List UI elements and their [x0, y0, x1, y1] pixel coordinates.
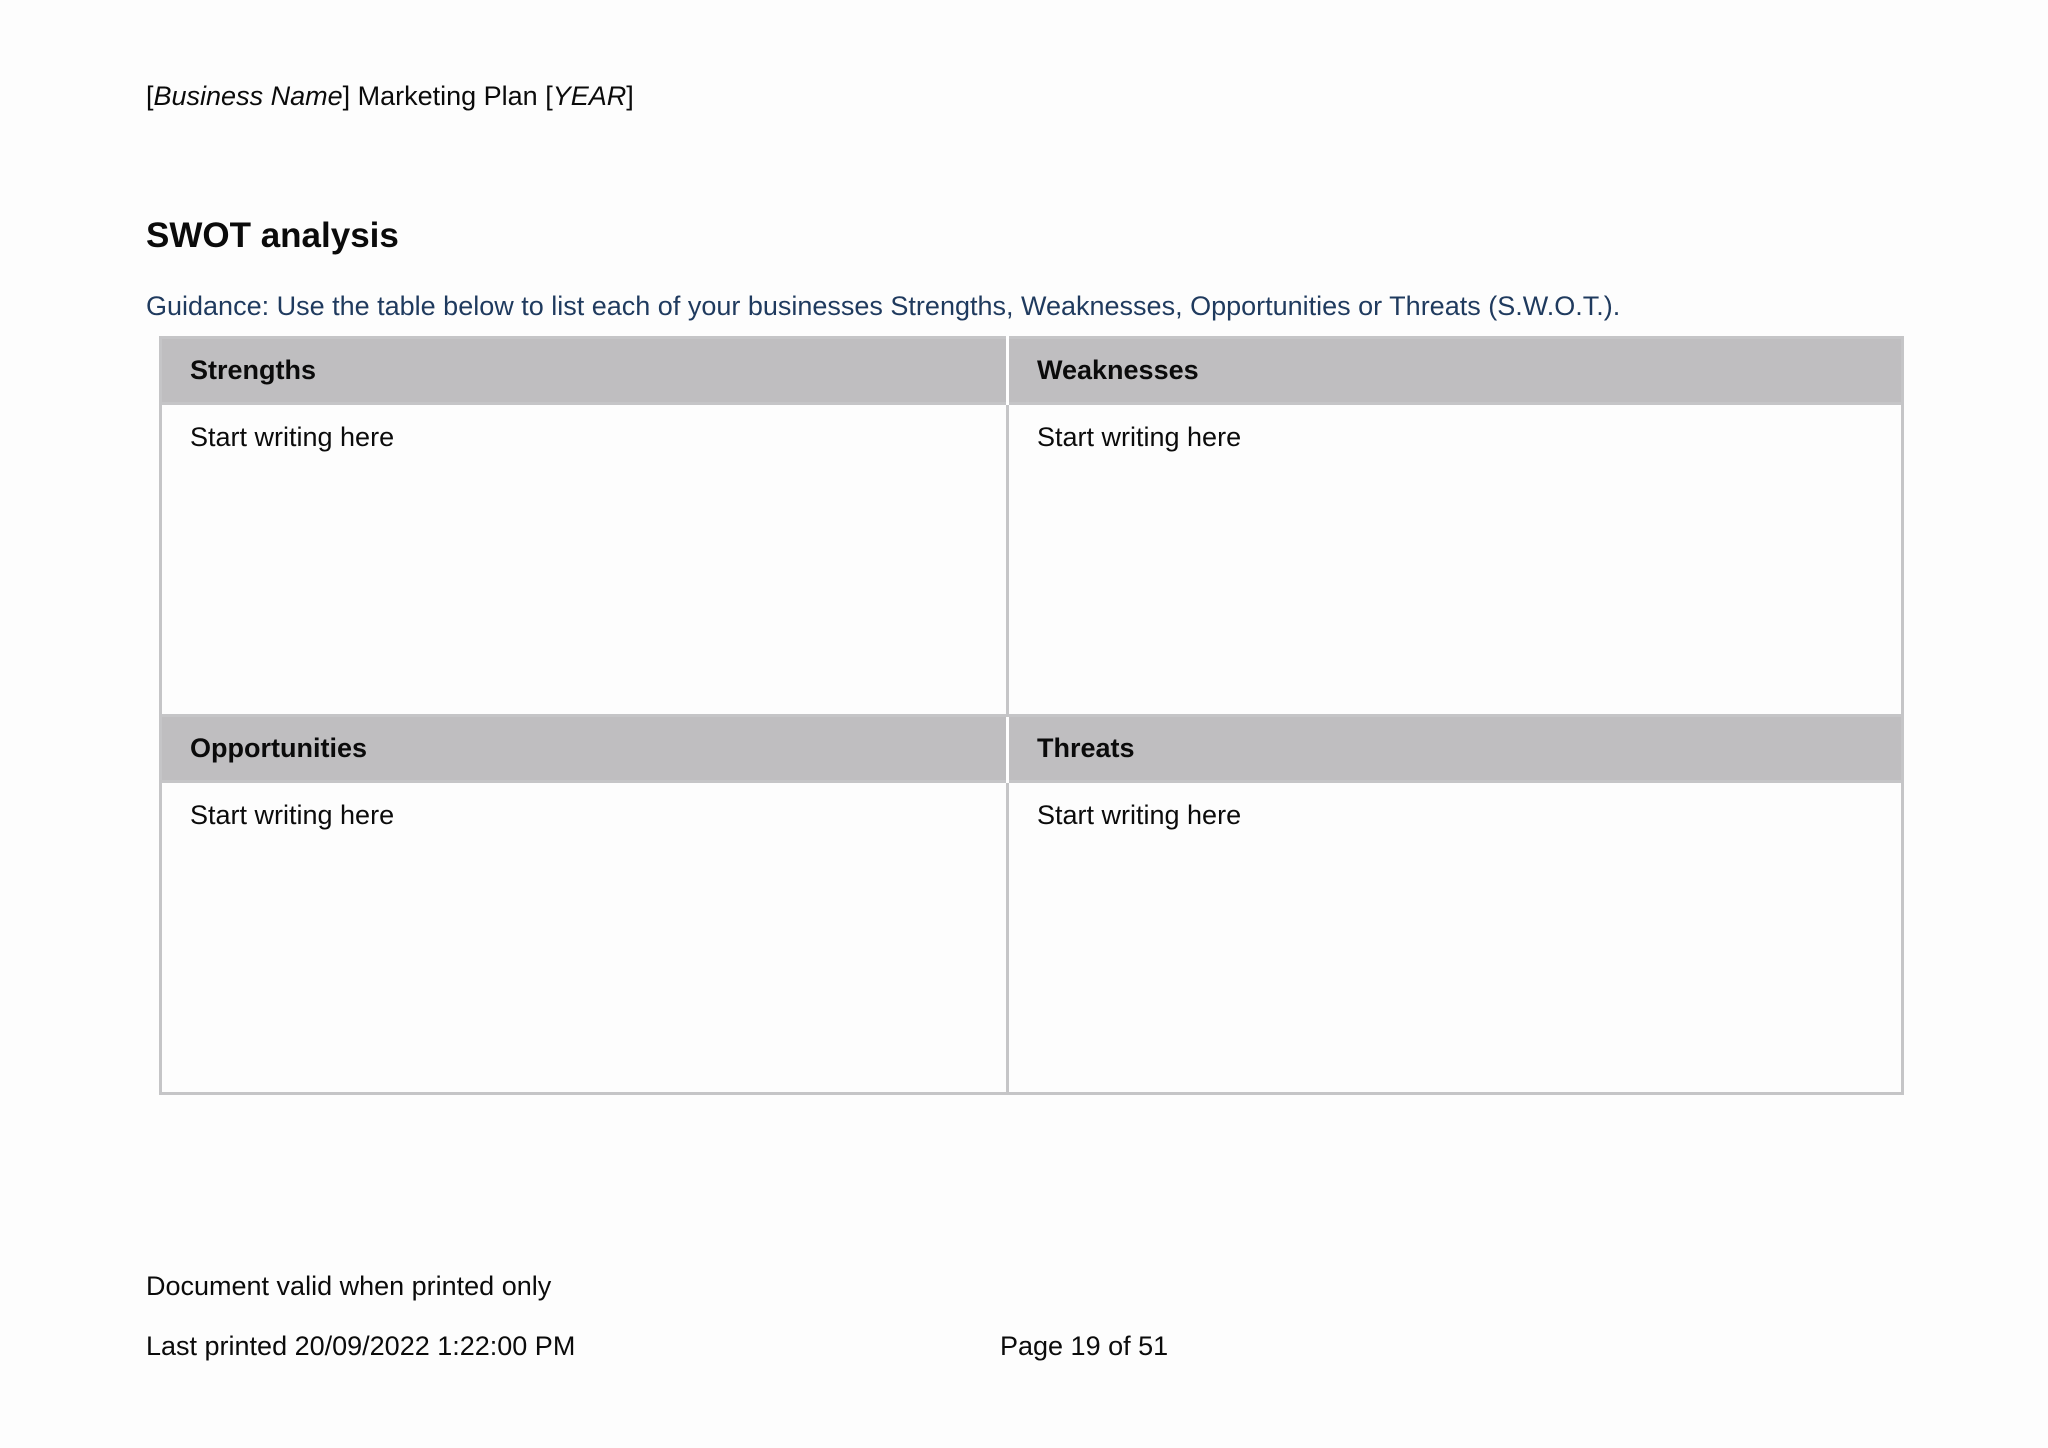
header-close-bracket: ] [626, 81, 634, 111]
swot-content-row [161, 404, 1903, 716]
running-header [146, 78, 634, 114]
footer-validity-note: Document valid when printed only [146, 1271, 552, 1301]
business-name-placeholder: Business Name [153, 81, 343, 111]
section-title: SWOT analysis [146, 216, 399, 255]
weaknesses-input-cell[interactable]: Start writing here [1008, 404, 1903, 716]
guidance-text: Guidance: Use the table below to list each of your businesses Strengths, Weaknesses, Opportunities or Threats (S.W.O.T.). [146, 291, 1621, 321]
swot-header-row [161, 338, 1903, 404]
footer-page-number: Page 19 of 51 [1000, 1331, 1169, 1361]
opportunities-input-cell[interactable]: Start writing here [161, 782, 1008, 1094]
header-middle-text: ] Marketing Plan [ [342, 81, 553, 111]
swot-content-row [161, 782, 1903, 1094]
year-placeholder: YEAR [552, 81, 627, 111]
footer-last-printed: Last printed 20/09/2022 1:22:00 PM [146, 1331, 576, 1361]
weaknesses-heading: Weaknesses [1008, 338, 1903, 404]
swot-header-row [161, 716, 1903, 782]
threats-heading: Threats [1008, 716, 1903, 782]
strengths-input-cell[interactable]: Start writing here [161, 404, 1008, 716]
swot-table [159, 336, 1904, 1095]
opportunities-heading: Opportunities [161, 716, 1008, 782]
strengths-heading: Strengths [161, 338, 1008, 404]
threats-input-cell[interactable]: Start writing here [1008, 782, 1903, 1094]
header-open-bracket: [ [146, 81, 154, 111]
